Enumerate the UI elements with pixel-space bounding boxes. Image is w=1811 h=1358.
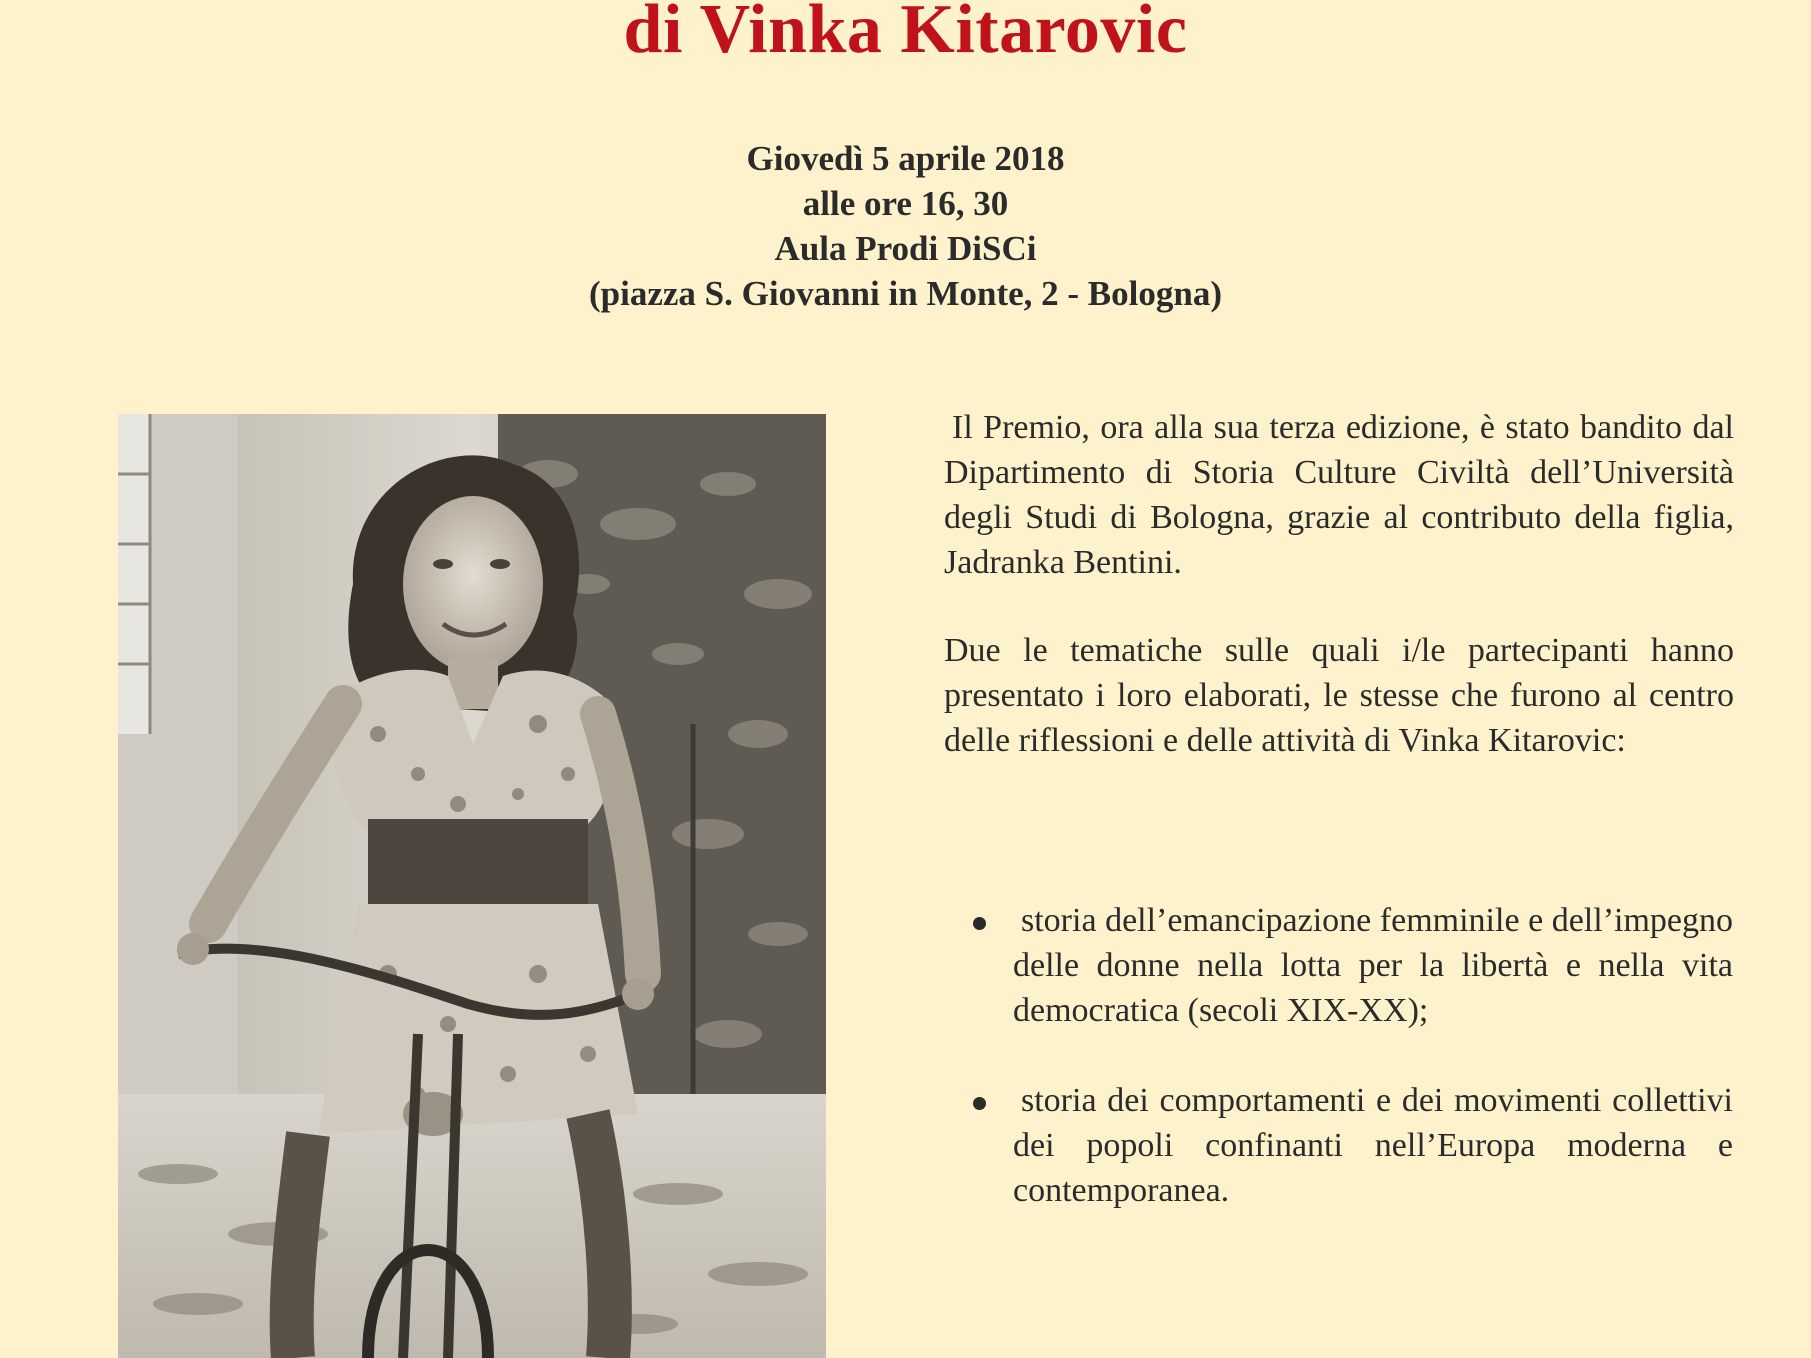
list-item <box>1013 898 1733 1033</box>
topic-text: storia dell’emancipazione femminile e dell’impegno delle donne nella lotta per la libertà e nella vita democratica (secoli XIX-XX); <box>1013 902 1733 1029</box>
list-item <box>1013 1078 1733 1213</box>
event-address: (piazza S. Giovanni in Monte, 2 - Bologna) <box>589 274 1222 313</box>
bullet-icon <box>973 1097 986 1110</box>
event-date: Giovedì 5 aprile 2018 <box>746 139 1065 178</box>
event-info <box>0 136 1811 316</box>
description-column <box>944 405 1734 763</box>
paragraph-intro: Il Premio, ora alla sua terza edizione, è stato bandito dal Dipartimento di Storia Culture Civiltà dell’Università degli Studi di Bologna, grazie al contributo della figlia, Jadranka Bentini. <box>944 409 1734 581</box>
vintage-photo <box>118 414 826 1358</box>
topic-text: storia dei comportamenti e dei movimenti collettivi dei popoli confinanti nell’Europa moderna e contemporanea. <box>1013 1082 1733 1209</box>
bullet-icon <box>973 917 986 930</box>
event-time: alle ore 16, 30 <box>802 184 1009 223</box>
event-venue: Aula Prodi DiSCi <box>774 229 1037 268</box>
topics-list <box>1013 898 1733 1258</box>
page-title: di Vinka Kitarovic <box>623 0 1188 68</box>
paragraph-topics-intro: Due le tematiche sulle quali i/le partecipanti hanno presentato i loro elaborati, le stesse che furono al centro delle riflessioni e delle attività di Vinka Kitarovic: <box>944 632 1734 759</box>
